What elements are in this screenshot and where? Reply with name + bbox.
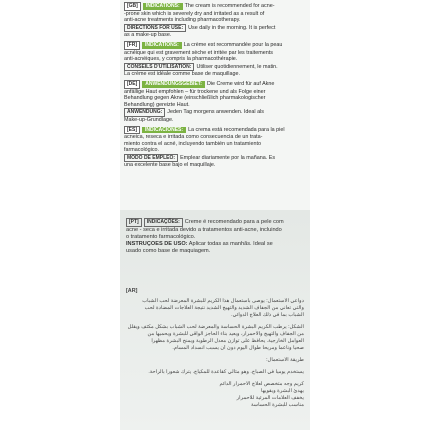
ar-text: يخفف العلامات المرئية للاحمرار [236,395,304,401]
pt-block [126,218,304,255]
pt-directions-row [126,241,304,248]
de-directions-text: Make-up-Grundlage. [124,116,174,123]
ar-text: كريم وجه متخصص لعلاج الاحمرار الدائم [219,381,304,387]
fr-indications-row [124,41,306,50]
gb-directions-label: DIRECTIONS FOR USE: [124,24,186,33]
ar-text: من الجفاف والتهيج والاحمرار، ويعيد بناء الحاجز الواقي للبشرة ويحميها من [147,331,304,337]
es-directions-row [124,154,306,163]
fr-code: [FR] [124,41,140,50]
gb-directions-row [124,24,306,33]
ar-text: العوامل الخارجية. يحافظ على توازن معدل الرطوبة ويمنح البشرة مظهراً [151,338,304,344]
pt-directions-label: INSTRUÇÕES DE USO: [126,241,188,247]
fr-indications-text: anti-acnéiques, y compris la pharmacothérapie. [124,56,238,63]
de-directions-label: ANWENDUNG: [124,108,165,117]
pt-indications-label: INDICAÇÕES: [144,218,183,227]
ar-text: دواعي الاستعمال: يوصى باستعمال هذا الكريم للبشرة المعرضة لحب الشباب [142,298,304,304]
de-indications-label: ANWENDUNGSGEBIET: [142,81,205,88]
ar-text: يهدئ البشرة ويقويها [261,388,304,394]
gb-indications-label: INDICATIONS: [143,3,183,10]
gb-indications-row [124,2,306,11]
es-indications-text: La crema está recomendada para la piel [188,126,285,133]
fr-directions-row [124,63,306,72]
es-indications-text: farmacológico. [124,147,160,154]
pt-indications-text: acne - seca e irritada devido a tratamentos anti-acne, incluindo [126,227,282,233]
label-lower-section [120,210,310,430]
es-code: [ES] [124,126,140,135]
ar-text: صحياً وناعماً ومريحاً طوال اليوم دون أن يسبب انسداد المسام. [172,345,304,351]
gb-directions-text: as a make-up base. [124,32,172,39]
pt-directions-text: usado como base de maquiagem. [126,248,211,254]
fr-directions-text: La crème est idéale comme base de maquillage. [124,71,240,78]
ar-code: [AR] [126,288,138,294]
de-indications-text: Behandlung gegen Akne (einschließlich pharmakologischer [124,95,266,102]
de-code: [DE] [124,80,140,89]
ar-text: والتي تعاني من الجفاف الشديد والتهيج الشديد نتيجة العلاجات المضادة لحب [144,305,304,311]
de-indications-row [124,80,306,89]
es-indications-text: acneica, reseca e irritada como consecuencia de un trata- [124,134,263,141]
es-directions-text: Emplear diariamente por la mañana. Es [180,154,276,161]
de-indications-text: Behandlung) gereizte Haut. [124,101,190,108]
fr-directions-text: Utiliser quotidiennement, le matin. [196,63,278,70]
fr-indications-text: La crème est recommandée pour la peau [183,41,283,48]
ar-paragraph [126,298,304,319]
fr-indications-label: INDICATIONS: [142,42,182,49]
gb-indications-text: -prone skin which is severely dry and irritated as a result of [124,10,265,17]
es-indications-label: INDICACIONES: [142,127,186,134]
pt-indications-text: o tratamento farmacológico. [126,234,196,240]
ar-paragraph [126,381,304,409]
fr-directions-label: CONSEILS D'UTILISATION: [124,63,194,72]
fr-indications-text: acnéique qui est gravement sèche et irritée par les traitements [124,49,273,56]
ar-paragraph [126,369,304,376]
pt-code: [PT] [126,218,142,227]
ar-text: مناسب للبشرة الحساسة [250,402,304,408]
es-directions-text: una excelente base bajo el maquillaje. [124,162,216,169]
pt-directions-text: Aplicar todas as manhãs. Ideal se [188,241,273,247]
ar-text: يستخدم يومياً في الصباح. وهو مثالي كقاعدة للمكياج. يترك شعوراً بالراحة. [148,369,304,375]
label-upper-section [124,2,306,169]
pt-indications-row [126,218,304,227]
es-indications-row [124,126,306,135]
pt-indications-text: Creme é recomendado para a pele com [184,219,284,225]
de-indications-text: anfällige Haut empfohlen – für trockene und als Folge einer [124,88,266,95]
de-directions-text: Jeden Tag morgens anwenden. Ideal als [167,109,264,116]
gb-directions-text: Use daily in the morning. It is perfect [188,24,276,31]
ar-block [126,288,304,414]
ar-text: الشباب بما في ذلك العلاج الدوائي. [231,312,304,318]
gb-indications-text: anti-acne treatments including pharmacotherapy. [124,17,241,24]
ar-text: طريقة الاستعمال: [266,357,304,363]
ar-paragraph [126,324,304,352]
gb-indications-text: The cream is recommended for acne- [184,3,275,9]
gb-code: [GB] [124,2,141,11]
de-indications-text: Die Creme wird für auf Akne [206,80,275,87]
ar-text: الشكل: يرطب الكريم البشرة الحساسة والمعرضة لحب الشباب بشكل مكثف ويقلل [127,324,304,330]
de-directions-row [124,108,306,117]
es-directions-label: MODO DE EMPLEO: [124,154,178,163]
es-indications-text: miento contra el acné, incluyendo también un tratamiento [124,140,261,147]
ar-paragraph [126,357,304,364]
